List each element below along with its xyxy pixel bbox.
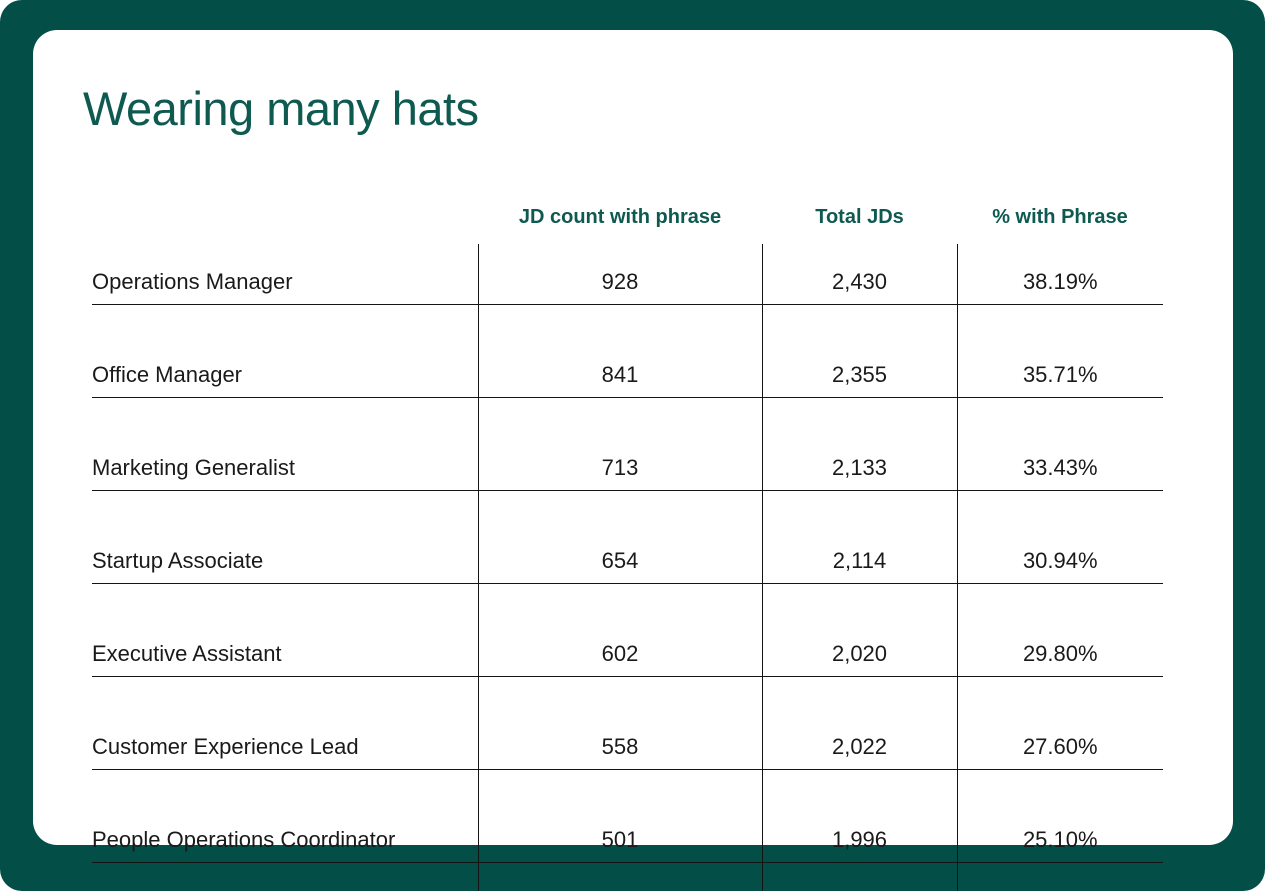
jd-count-cell: 713: [478, 398, 762, 491]
role-cell: People Operations Coordinator: [92, 770, 478, 863]
jd-count-cell: 841: [478, 305, 762, 398]
role-cell: Office Manager: [92, 305, 478, 398]
jd-count-cell: 654: [478, 491, 762, 584]
stub-cell: [92, 863, 478, 891]
table-row: [92, 770, 1163, 863]
total-jds-cell: 2,430: [762, 244, 957, 305]
hats-table: [92, 190, 1163, 891]
total-jds-cell: 2,022: [762, 677, 957, 770]
table-row: [92, 305, 1163, 398]
pct-cell: 33.43%: [957, 398, 1163, 491]
table-header-row: [92, 190, 1163, 244]
total-jds-cell: 2,020: [762, 584, 957, 677]
table-row: [92, 398, 1163, 491]
table-row: [92, 244, 1163, 305]
column-header-jd-count: JD count with phrase: [518, 205, 722, 228]
role-cell: Customer Experience Lead: [92, 677, 478, 770]
pct-cell: 35.71%: [957, 305, 1163, 398]
column-header-total-jds: Total JDs: [815, 205, 904, 228]
card: [33, 30, 1233, 852]
pct-cell: 29.80%: [957, 584, 1163, 677]
stub-cell: [762, 863, 957, 891]
pct-cell: 38.19%: [957, 244, 1163, 305]
pct-cell: 25.10%: [957, 770, 1163, 863]
jd-count-cell: 558: [478, 677, 762, 770]
column-header-pct: % with Phrase: [992, 205, 1128, 228]
role-cell: Executive Assistant: [92, 584, 478, 677]
total-jds-cell: 1,996: [762, 770, 957, 863]
role-cell: Startup Associate: [92, 491, 478, 584]
jd-count-cell: 602: [478, 584, 762, 677]
pct-cell: 27.60%: [957, 677, 1163, 770]
table-row: [92, 491, 1163, 584]
role-cell: Operations Manager: [92, 244, 478, 305]
total-jds-cell: 2,133: [762, 398, 957, 491]
stub-cell: [957, 863, 1163, 891]
total-jds-cell: 2,355: [762, 305, 957, 398]
jd-count-cell: 501: [478, 770, 762, 863]
table-row: [92, 677, 1163, 770]
column-header-role: [92, 190, 478, 244]
page-title: Wearing many hats: [83, 82, 479, 135]
total-jds-cell: 2,114: [762, 491, 957, 584]
role-cell: Marketing Generalist: [92, 398, 478, 491]
stub-cell: [478, 863, 762, 891]
jd-count-cell: 928: [478, 244, 762, 305]
table-stub-row: [92, 863, 1163, 891]
table-row: [92, 584, 1163, 677]
pct-cell: 30.94%: [957, 491, 1163, 584]
